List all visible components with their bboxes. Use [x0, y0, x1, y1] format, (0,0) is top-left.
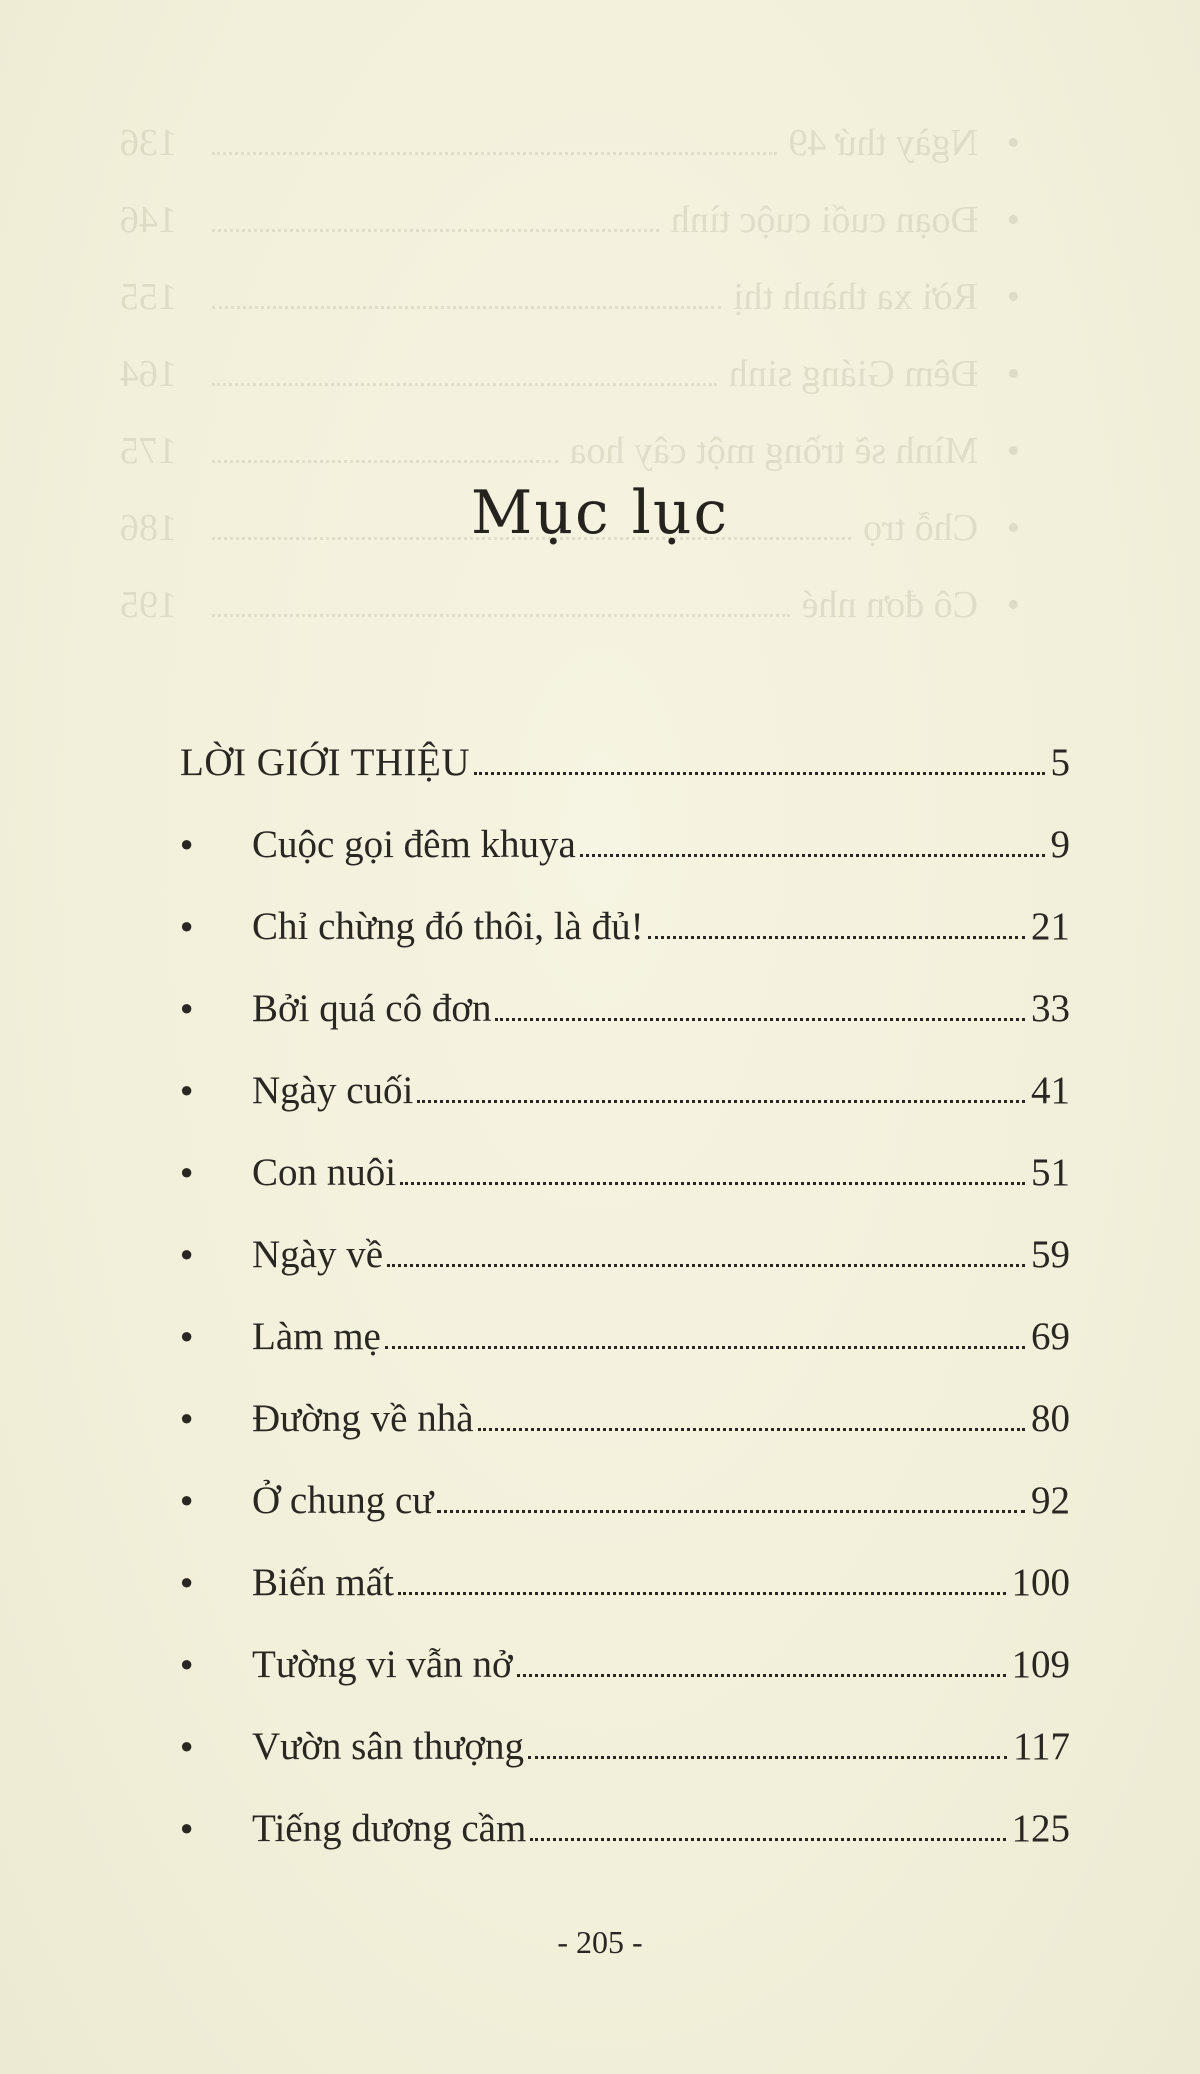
dot-leader — [530, 1838, 1005, 1841]
toc-entry — [180, 822, 1070, 904]
bleed-through-leader — [212, 152, 777, 155]
toc-entry-page: 51 — [1031, 1151, 1070, 1194]
toc-entry — [180, 1478, 1070, 1560]
bullet-icon: ● — [180, 831, 194, 856]
dot-leader — [437, 1510, 1025, 1513]
dot-leader — [400, 1182, 1025, 1185]
bleed-through-row — [120, 336, 1020, 413]
toc-entry — [180, 1314, 1070, 1396]
bleed-through-title: Đêm Giáng sinh — [728, 353, 978, 395]
toc-entry-page: 100 — [1011, 1561, 1070, 1604]
bleed-through-leader — [212, 614, 790, 617]
bleed-through-bullet: • — [1006, 122, 1020, 164]
toc-entry — [180, 1724, 1070, 1806]
bleed-through-page: 195 — [120, 584, 177, 626]
toc-entry-page: 109 — [1011, 1643, 1070, 1686]
bullet-icon: ● — [180, 1159, 194, 1184]
bleed-through-leader — [212, 306, 721, 309]
bleed-through-title: Cô đơn nhé — [801, 584, 978, 626]
bleed-through-bullet: • — [1006, 584, 1020, 626]
toc-entry-page: 125 — [1011, 1807, 1070, 1850]
bleed-through-title: Đoạn cuối cuộc tình — [670, 199, 978, 241]
toc-entry — [180, 1806, 1070, 1888]
page-number: - 205 - — [557, 1924, 643, 1960]
toc-entry-page: 69 — [1031, 1315, 1070, 1358]
dot-leader — [387, 1264, 1025, 1267]
dot-leader — [580, 854, 1045, 857]
bleed-through-title: Mình sẽ trồng một cây hoa — [569, 430, 978, 472]
toc-entry-title: Đường về nhà — [252, 1397, 474, 1440]
toc-entry-page: 59 — [1031, 1233, 1070, 1276]
toc-entry-page: 9 — [1050, 823, 1070, 866]
bullet-icon: ● — [180, 913, 194, 938]
bullet-icon: ● — [180, 1323, 194, 1348]
table-of-contents — [180, 740, 1070, 1888]
toc-entry-title: Biến mất — [252, 1561, 394, 1604]
bleed-through-page: 136 — [120, 122, 177, 164]
dot-leader — [417, 1100, 1025, 1103]
bleed-through-page: 186 — [120, 507, 177, 549]
toc-entry-title: Con nuôi — [252, 1151, 397, 1194]
bullet-icon: ● — [180, 1569, 194, 1594]
bleed-through-title: Chỗ trọ — [862, 507, 978, 549]
toc-entry — [180, 1560, 1070, 1642]
toc-entry — [180, 1642, 1070, 1724]
toc-entry — [180, 1396, 1070, 1478]
toc-entry-title: Ngày cuối — [252, 1069, 414, 1112]
bleed-through-bullet: • — [1006, 430, 1020, 472]
bleed-through-row — [120, 259, 1020, 336]
bullet-icon: ● — [180, 1815, 194, 1840]
dot-leader — [474, 772, 1044, 775]
dot-leader — [495, 1018, 1025, 1021]
bleed-through-leader — [212, 229, 659, 232]
toc-entry-page: 117 — [1012, 1725, 1070, 1768]
bullet-icon: ● — [180, 1651, 194, 1676]
bleed-through-row — [120, 567, 1020, 644]
bleed-through-title: Rời xa thành thị — [733, 276, 978, 318]
toc-entry — [180, 1068, 1070, 1150]
bleed-through-row — [120, 105, 1020, 182]
bullet-icon: ● — [180, 1733, 194, 1758]
toc-entry-page: 80 — [1031, 1397, 1070, 1440]
dot-leader — [385, 1346, 1025, 1349]
dot-leader — [478, 1428, 1025, 1431]
bullet-icon: ● — [180, 1241, 194, 1266]
bleed-through-page: 164 — [120, 353, 177, 395]
toc-entry — [180, 1150, 1070, 1232]
toc-entry-title: Tiếng dương cầm — [252, 1807, 527, 1850]
toc-entry-page: 21 — [1031, 905, 1070, 948]
toc-entry-title: Bởi quá cô đơn — [252, 987, 492, 1030]
bleed-through-bullet: • — [1006, 507, 1020, 549]
toc-entry-page: 92 — [1031, 1479, 1070, 1522]
bleed-through-page: 155 — [120, 276, 177, 318]
bleed-through-page: 175 — [120, 430, 177, 472]
page-title: Mục lục — [470, 478, 730, 549]
toc-entry — [180, 904, 1070, 986]
bleed-through-text — [120, 105, 1020, 644]
toc-entry-title: Làm mẹ — [252, 1315, 381, 1358]
toc-entry-title: Ngày về — [252, 1233, 384, 1276]
bullet-icon: ● — [180, 1077, 194, 1102]
bleed-through-title: Ngày thứ 49 — [788, 122, 978, 164]
toc-intro-title: LỜI GIỚI THIỆU — [180, 741, 471, 784]
bleed-through-bullet: • — [1006, 353, 1020, 395]
bullet-icon: ● — [180, 995, 194, 1020]
bullet-icon: ● — [180, 1487, 194, 1512]
toc-intro-row — [180, 740, 1070, 822]
toc-intro-page: 5 — [1050, 741, 1070, 784]
toc-entry-page: 41 — [1031, 1069, 1070, 1112]
dot-leader — [517, 1674, 1006, 1677]
toc-entry-page: 33 — [1031, 987, 1070, 1030]
bleed-through-bullet: • — [1006, 276, 1020, 318]
toc-entry-title: Tường vi vẫn nở — [252, 1643, 513, 1686]
bleed-through-row — [120, 182, 1020, 259]
toc-entry-title: Ở chung cư — [252, 1479, 434, 1522]
bullet-icon: ● — [180, 1405, 194, 1430]
toc-entry — [180, 986, 1070, 1068]
bleed-through-leader — [212, 383, 717, 386]
bleed-through-bullet: • — [1006, 199, 1020, 241]
toc-entry-title: Chỉ chừng đó thôi, là đủ! — [252, 905, 644, 948]
dot-leader — [648, 936, 1025, 939]
toc-entry-title: Cuộc gọi đêm khuya — [252, 823, 576, 866]
toc-entry — [180, 1232, 1070, 1314]
toc-entry-title: Vườn sân thượng — [252, 1725, 525, 1768]
bleed-through-page: 146 — [120, 199, 177, 241]
dot-leader — [528, 1756, 1007, 1759]
bleed-through-leader — [212, 460, 558, 463]
dot-leader — [398, 1592, 1006, 1595]
